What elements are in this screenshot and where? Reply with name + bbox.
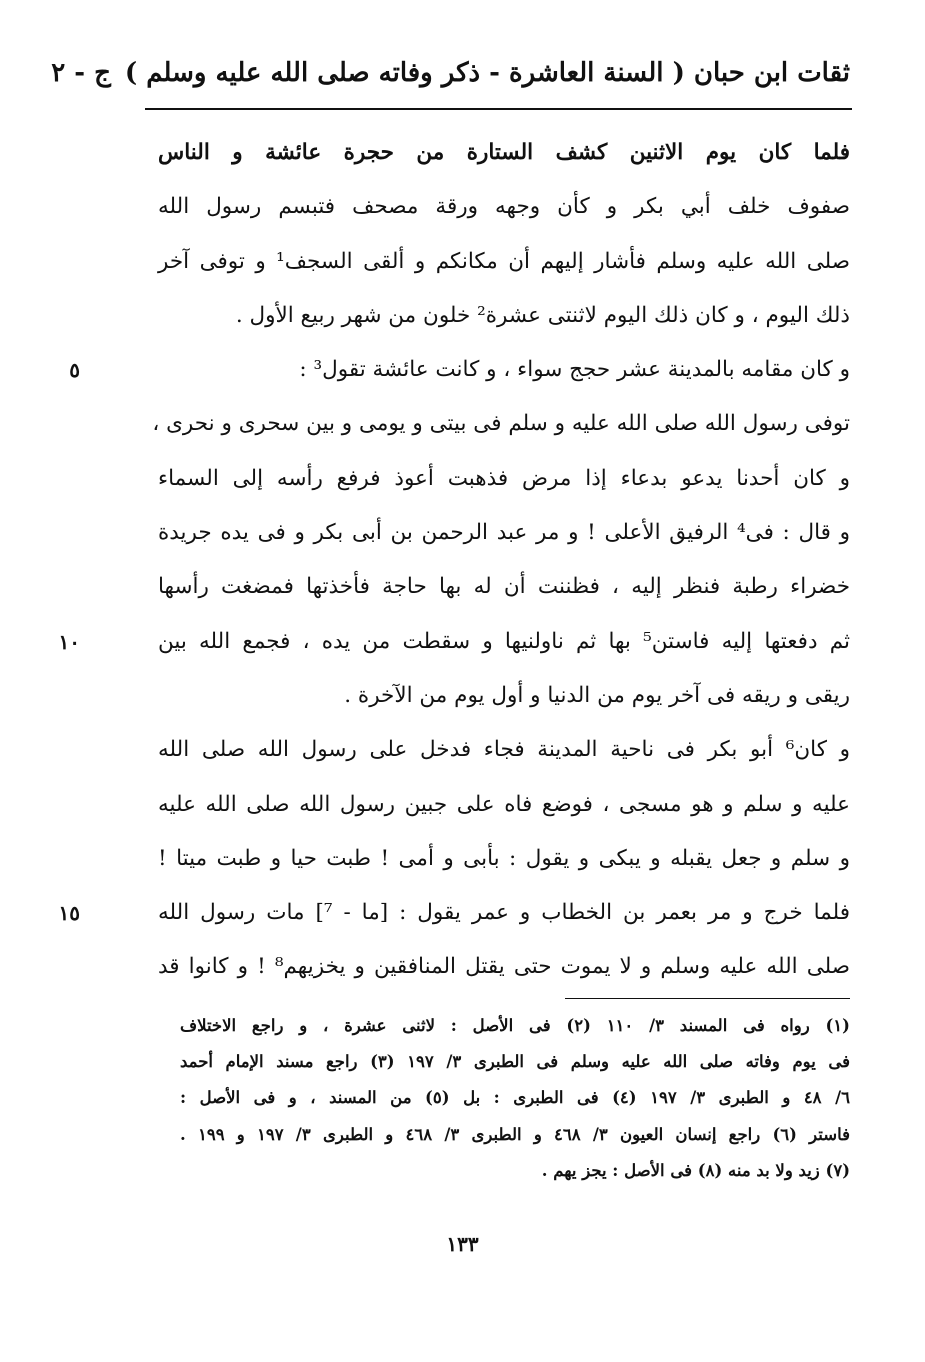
text-line-with-number: [69, 343, 850, 397]
page-number: ١٣٣: [446, 1232, 479, 1256]
footnote-line: فى يوم وفاته صلى الله عليه وسلم فى الطبرى ٣/ ١٩٧ (٣) راجع مسند الإمام أحمد: [180, 1052, 851, 1072]
text-line: فلما كان يوم الاثنين كشف الستارة من حجرة عائشة و الناس: [158, 140, 850, 165]
text-line: ثم دفعتها إليه فاستن⁵ بها ثم ناولنيها و سقطت من يده ، فجمع الله بين: [158, 628, 850, 654]
text-line: صفوف خلف أبي بكر و كأن وجهه ورقة مصحف فتبسم رسول الله: [158, 194, 850, 220]
text-line: عليه و سلم و هو مسجى ، فوضع فاه على جبين رسول الله صلى الله عليه: [158, 791, 850, 817]
text-line: و سلم و جعل يقبله و يبكى و يقول : بأبى و أمى ! طبت حيا و طبت ميتا !: [158, 845, 850, 871]
text-line: خضراء رطبة فنظر إليه ، فظننت أن له بها حاجة فأخذتها فمضغت رأسها: [158, 574, 850, 600]
footnote-line: ٦/ ٤٨ و الطبرى ٣/ ١٩٧ (٤) فى الطبرى : بل (٥) من المسند ، و فى الأصل :: [180, 1088, 850, 1108]
footnote-line: (٧) زيد ولا بد منه (٨) فى الأصل : يجز يهم .: [541, 1160, 850, 1180]
text-line: فلما خرج و مر بعمر بن الخطاب و عمر يقول : [ما - ⁷] مات رسول الله: [158, 900, 850, 926]
text-line: توفى رسول الله صلى الله عليه و سلم فى بيتى و يومى و بين سحرى و نحرى ،: [152, 411, 850, 437]
text-line: و كان مقامه بالمدينة عشر حجج سواء ، و كانت عائشة تقول³ :: [299, 357, 850, 383]
footnote-rule: [565, 998, 850, 999]
line-number-10: ١٠: [58, 629, 80, 654]
text-line-with-number: [58, 886, 850, 940]
footnote-line: فاستر (٦) راجع إنسان العيون ٣/ ٤٦٨ و الطبرى ٣/ ٤٦٨ و الطبرى ٣/ ١٩٧ و ١٩٩ .: [180, 1124, 850, 1144]
text-line: صلى الله عليه وسلم و لا يموت حتى يقتل المنافقين و يخزيهم⁸ ! و كانوا قد: [158, 954, 850, 980]
header-rule: [145, 108, 852, 110]
volume-number: ج - ٢: [51, 58, 111, 88]
footnotes: [180, 1008, 850, 1189]
text-line-with-number: [58, 615, 850, 669]
main-text: [58, 126, 850, 995]
text-line: و قال : فى⁴ الرفيق الأعلى ! و مر عبد الرحمن بن أبى بكر و فى يده جريدة: [158, 520, 850, 546]
line-number-5: ٥: [69, 358, 80, 383]
footnote-line: (١) رواه فى المسند ٣/ ١١٠ (٢) فى الأصل : لاثنى عشرة ، و راجع الاختلاف: [180, 1016, 850, 1035]
text-line: صلى الله عليه وسلم فأشار إليهم أن مكانكم و ألقى السجف¹ و توفى آخر: [158, 248, 850, 274]
line-number-15: ١٥: [58, 901, 80, 926]
text-line: ريقى و ريقه فى آخر يوم من الدنيا و أول يوم من الآخرة .: [344, 682, 850, 708]
text-line: ذلك اليوم ، و كان ذلك اليوم لاثنتى عشرة² خلون من شهر ربيع الأول .: [235, 302, 850, 328]
text-line: و كان أحدنا يدعو بدعاء إذا مرض فذهبت أعوذ فرفع رأسه إلى السماء: [158, 465, 850, 491]
running-header: [51, 48, 850, 98]
header-title: ثقات ابن حبان ( السنة العاشرة - ذكر وفاته صلى الله عليه وسلم ): [124, 58, 850, 88]
text-line: و كان⁶ أبو بكر فى ناحية المدينة فجاء فدخل على رسول الله صلى الله: [158, 737, 850, 763]
